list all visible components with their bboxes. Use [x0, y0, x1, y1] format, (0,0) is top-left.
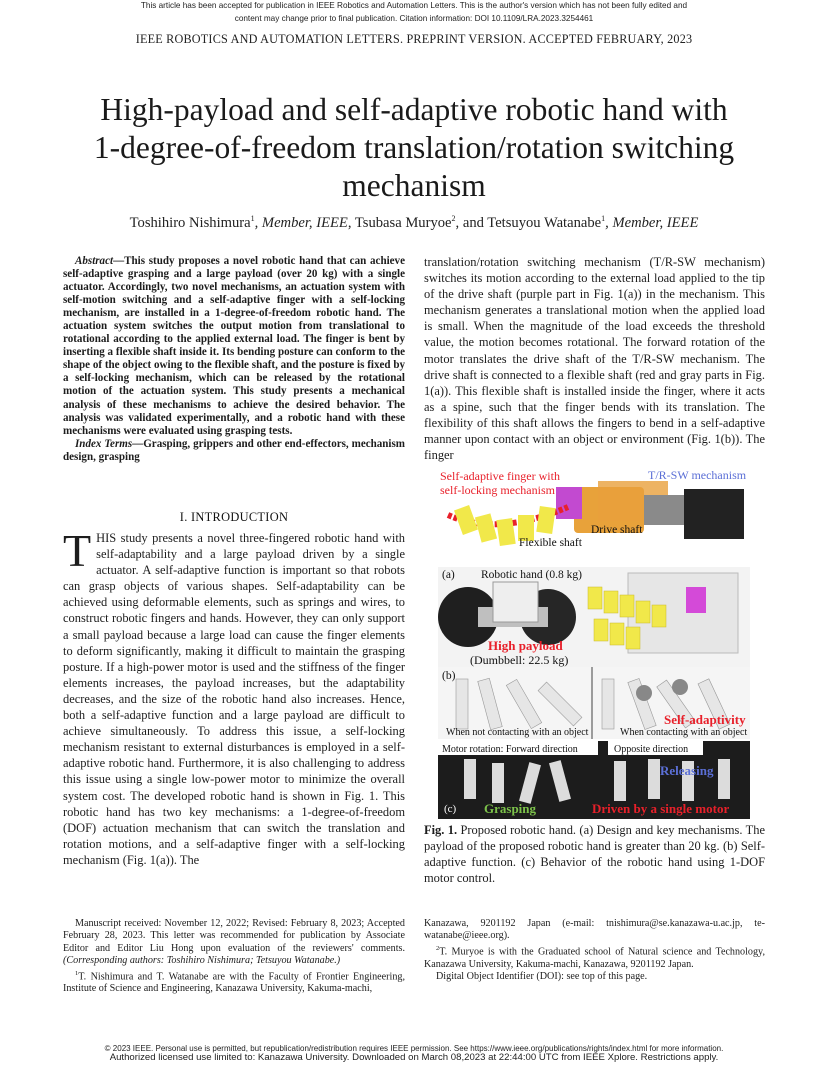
title-line-1: High-payload and self-adaptive robotic hand with — [100, 92, 728, 127]
label-b: (b) — [442, 670, 456, 682]
label-contacting: When contacting with an object — [620, 727, 748, 738]
right-column-text: translation/rotation switching mechanism (T/R-SW mechanism) switches its motion according to the external load applied to the tip of the drive shaft (purple part in Fig. 1(a)) in the mechanism. This mechanism generates a translational motion when the applied load is small. When the magnitude of the load exceeds the threshold value, the motion becomes rotational. The forward rotation of the motor translates the drive shaft of the T/R-SW mechanism. The drive shaft is connected to a flexible shaft (red and gray parts in Fig. 1(a)). This flexible shaft is installed inside the finger, where it acts as a spine, such that the finger bends with its translation. The flexibility of this shaft allows the fingers to bend in a self-adaptive manner upon contact with an object or environment (Fig. 1(b)). The finger — [424, 255, 765, 463]
publication-notice — [0, 0, 828, 25]
figure-caption — [424, 822, 765, 886]
affil-1-marker: 1 — [75, 969, 79, 977]
motor-block — [684, 489, 744, 539]
label-dumbbell: (Dumbbell: 22.5 kg) — [470, 653, 569, 667]
affil-2-marker: 2 — [436, 944, 440, 952]
label-drive-shaft: Drive shaft — [591, 524, 643, 536]
intro-paragraph — [63, 525, 405, 868]
label-flexible-shaft: Flexible shaft — [519, 537, 582, 549]
label-hand: Robotic hand (0.8 kg) — [481, 569, 582, 581]
footnotes-right — [424, 918, 765, 983]
running-header: IEEE ROBOTICS AND AUTOMATION LETTERS. PREPRINT VERSION. ACCEPTED FEBRUARY, 2023 — [135, 32, 693, 46]
label-grasping: Grasping — [484, 801, 537, 816]
notice-line-1: This article has been accepted for publication in IEEE Robotics and Automation Letters. This is the author's version which has not been fully edited and — [140, 1, 688, 10]
author-2-affil: 2 — [451, 214, 456, 223]
label-not-contacting: When not contacting with an object — [446, 727, 589, 738]
index-terms-text: —Grasping, grippers and other end-effectors, mechanism design, grasping — [63, 437, 406, 463]
author-3-affil: 1 — [601, 214, 606, 223]
label-c: (c) — [444, 803, 457, 815]
title-line-2: 1-degree-of-freedom translation/rotation switching — [93, 130, 735, 165]
affiliation-1-contd: Kanazawa, 9201192 Japan (e-mail: tnishimura@se.kanazawa-u.ac.jp, te-watanabe@ieee.org). — [424, 918, 765, 942]
intro-text: HIS study presents a novel three-fingered robotic hand with self-adaptability and a large payload driven by a single actuator. A self-adaptive function is important so that robots can grasp objects of various shapes. Self-adaptability can be achieved using deformable elements, such as springs and wires, to construct robotic fingers and hands. However, they can only support a small payload because a large load can cause the finger elements to deform significantly, making it difficult to maintain the grasping posture. If a high-power motor is used and the stiffness of the finger elements increases, the payload increases, but the adaptability decreases, and the size of the robotic hand also increases. Hence, both a self-adaptive function and a large payload are difficult to achieve simultaneously. To address this issue, a self-locking mechanism resistant to external disturbances is employed in a self-adaptive robotic hand. Furthermore, it is also challenging to address this issue using a single low-power motor to minimize the overall system cost. The developed robotic hand is shown in Fig. 1. This robotic hand has two key mechanisms: a 1-degree-of-freedom (DOF) actuation mechanism that can switch the translation and rotation motions, and a self-adaptive finger with a self-locking mechanism (Fig. 1(a)). The — [63, 531, 405, 867]
caption-text: Proposed robotic hand. (a) Design and key mechanisms. The payload of the proposed robotic hand is greater than 20 kg. (b) Self-adaptive function. (c) Behavior of the robotic hand using 1-DOF motor control. — [424, 823, 765, 886]
footnotes-left — [63, 918, 405, 996]
author-3-role: , Member, IEEE — [605, 214, 699, 231]
affiliation-2: T. Muryoe is with the Graduated school of Natural science and Technology, Kanazawa University, Kakuma-machi, Kanazawa, 9201192 Japan. — [424, 946, 765, 970]
copyright-line: © 2023 IEEE. Personal use is permitted, but republication/redistribution requires IEEE permission. See https://www.ieee.org/publications/rights/index.html for more information. — [104, 1044, 724, 1053]
label-high-payload: High payload — [488, 638, 563, 653]
index-terms-label: Index Terms — [75, 437, 133, 450]
affiliation-1: T. Nishimura and T. Watanabe are with the Faculty of Frontier Engineering, Institute of Science and Engineering, Kanazawa University, Kakuma-machi, — [63, 971, 405, 995]
figure-1 — [438, 467, 750, 819]
author-1: Toshihiro Nishimura — [129, 214, 251, 231]
label-motor-forward: Motor rotation: Forward direction — [442, 744, 578, 755]
manuscript-note: Manuscript received: November 12, 2022; Revised: February 8, 2023; Accepted February 28, 2023. This letter was recommended for publication by Associate Editor and Editor Liu Hong upon evaluation of the reviewers' comments. — [63, 918, 405, 954]
label-finger: Self-adaptive finger with self-locking mechanism — [440, 469, 560, 497]
section-heading: I. INTRODUCTION — [179, 510, 289, 524]
corresponding-authors: (Corresponding authors: Toshihiro Nishimura; Tetsuyou Watanabe.) — [63, 955, 341, 967]
caption-label: Fig. 1. — [424, 823, 458, 837]
abstract-text: —This study proposes a novel robotic hand that can achieve self-adaptive grasping and a large payload (over 20 kg) with a single actuator. Accordingly, two novel mechanisms, an actuation system with self-motion switching and a self-adaptive finger with a self-locking mechanism, are installed in a 1-degree-of-freedom robotic hand. The actuation system switches the output motion from translational to rotational according to the applied external load. The finger is bent by inserting a flexible shaft inside it. Its bending posture can conform to the shape of the object owing to the flexible shaft, and the posture is fixed by a self-locking mechanism, which can be released by the rotational motion of the actuation system. This study presents a mechanical analysis of these mechanisms to achieve the desired behavior. The analysis was validated experimentally, and a robotic hand with these mechanisms were evaluated using grasping tests. — [63, 255, 405, 437]
drop-cap: T — [63, 525, 92, 576]
author-1-affil: 1 — [250, 214, 255, 223]
notice-line-2: content may change prior to final publication. Citation information: DOI 10.1109/LRA.2023.3254461 — [234, 13, 594, 23]
paper-title — [40, 91, 788, 205]
label-driven: Driven by a single motor — [592, 801, 730, 816]
author-list — [40, 214, 788, 232]
abstract-label: Abstract — [75, 255, 114, 267]
label-opposite: Opposite direction — [614, 744, 689, 755]
author-1-role: , Member, IEEE — [254, 214, 348, 231]
label-a: (a) — [442, 569, 455, 581]
label-self-adaptivity: Self-adaptivity — [664, 712, 746, 727]
license-line: Authorized licensed use limited to: Kanazawa University. Downloaded on March 08,2023 at 22:44:00 UTC from IEEE Xplore. Restrictions apply. — [109, 1052, 719, 1063]
abstract — [63, 255, 405, 464]
label-trsw: T/R-SW mechanism — [648, 468, 747, 482]
doi-note: Digital Object Identifier (DOI): see top of this page. — [436, 971, 648, 982]
title-line-3: mechanism — [342, 168, 486, 203]
author-2: , Tsubasa Muryoe — [347, 214, 452, 231]
label-releasing: Releasing — [660, 763, 714, 778]
author-3: , and Tetsuyou Watanabe — [455, 214, 602, 231]
